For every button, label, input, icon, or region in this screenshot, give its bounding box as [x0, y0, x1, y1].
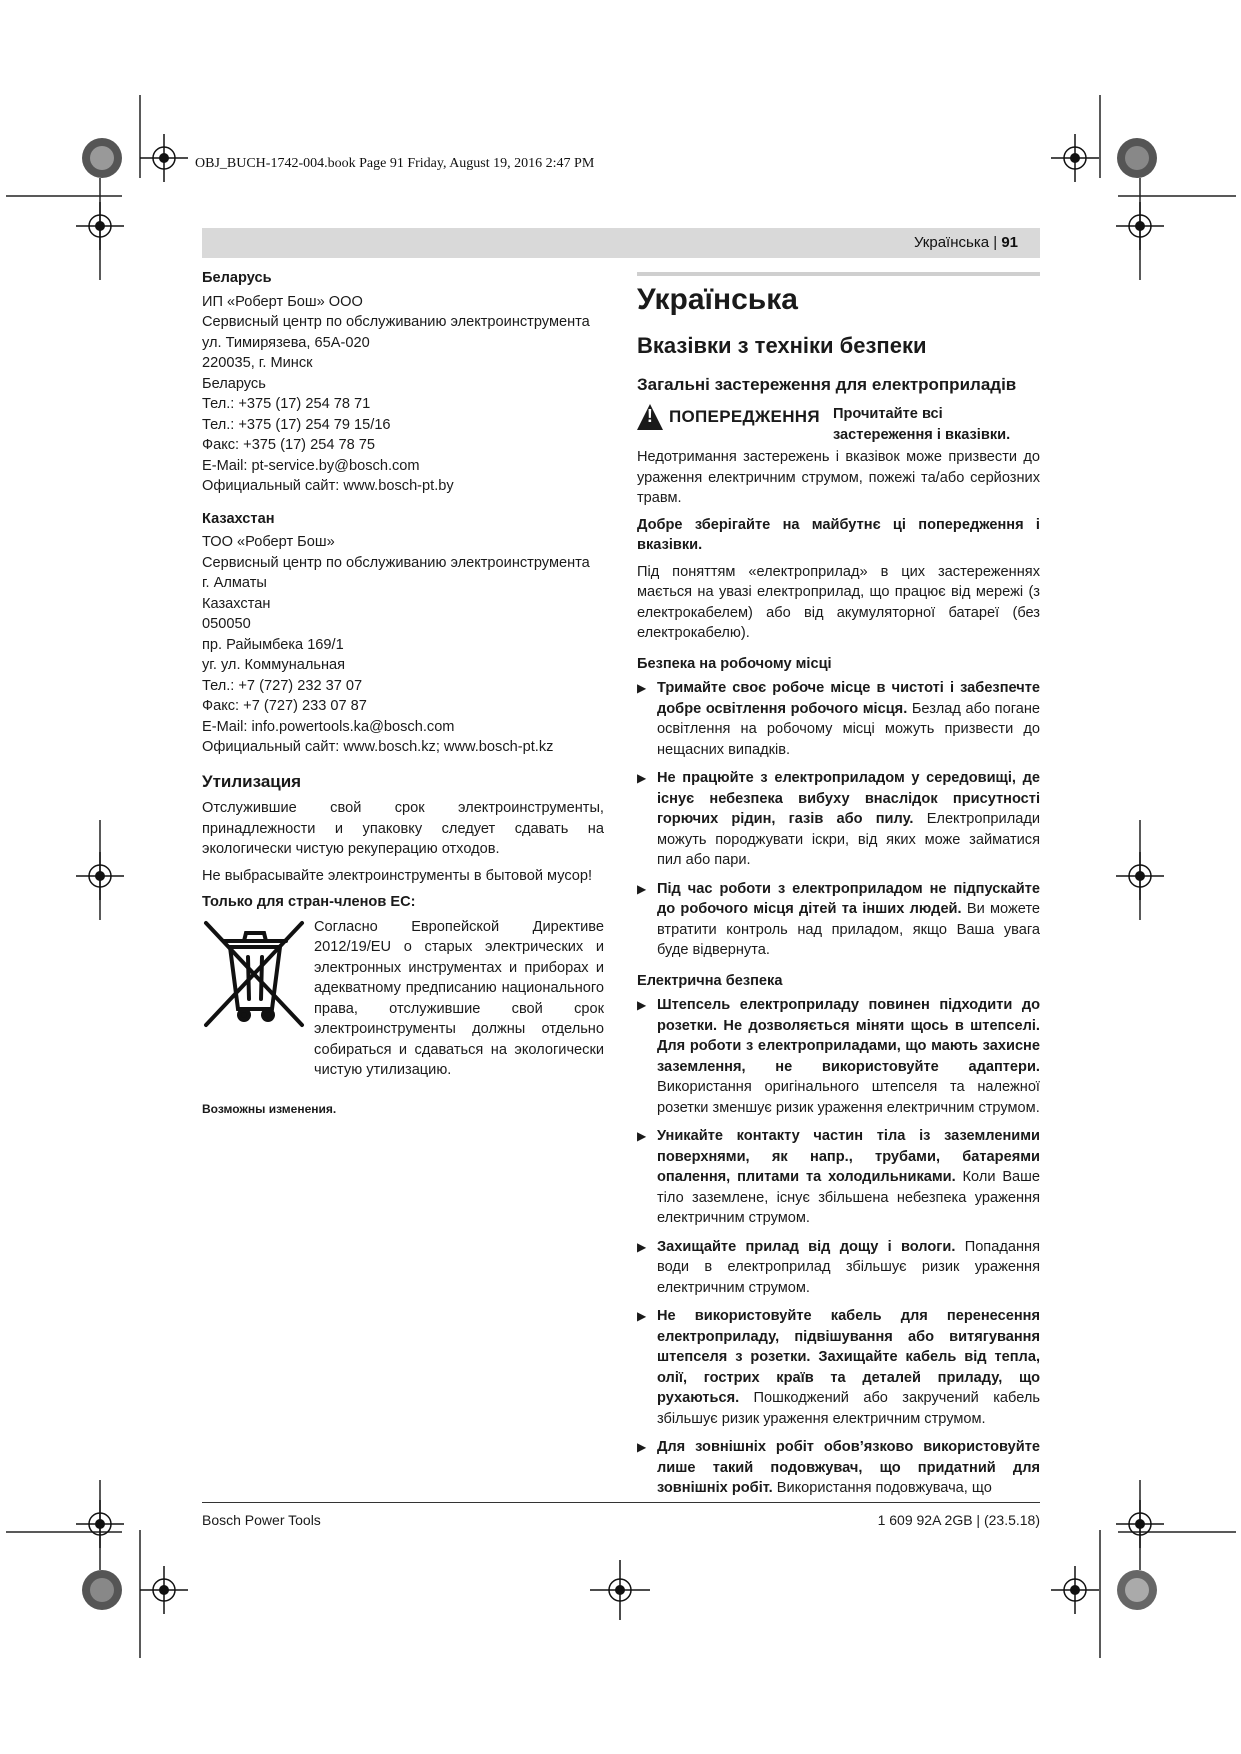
- belarus-line: Тел.: +375 (17) 254 78 71: [202, 396, 371, 412]
- right-column: [637, 270, 1040, 1507]
- bullet-arrow-icon: ▶: [637, 998, 647, 1012]
- item-text: Попадання води в електроприлад збільшує ризик ураження електричним струмом.: [657, 1238, 1040, 1296]
- bullet-arrow-icon: ▶: [637, 1239, 647, 1254]
- item-bold: Для зовнішніх робіт обов’язково використовуйте лише такий подовжувач, що придатний для зовнішніх робіт.: [657, 1439, 1040, 1496]
- kazakhstan-line: г. Алматы: [202, 575, 267, 591]
- item-text: Коли Ваше тіло заземлене, існує збільшена небезпека ураження електричним струмом.: [657, 1169, 1041, 1226]
- belarus-email: E-Mail: pt-service.by@bosch.com: [202, 457, 420, 474]
- bullet-arrow-icon: ▶: [637, 1129, 647, 1143]
- bullet-arrow-icon: ▶: [637, 681, 647, 695]
- warning-badge: [637, 404, 823, 430]
- keep-instructions: Добре зберігайте на майбутнє ці попередження і вказівки.: [637, 516, 1040, 553]
- belarus-address: [202, 292, 604, 497]
- list-item: [637, 879, 1040, 961]
- disposal-heading: Утилизация: [202, 771, 302, 791]
- subsection-heading: Загальні застереження для електроприладів: [637, 375, 1017, 394]
- warning-triangle-icon: [637, 404, 663, 430]
- list-item: [637, 1237, 1040, 1299]
- kazakhstan-line: 050050: [202, 616, 251, 632]
- bullet-arrow-icon: ▶: [637, 881, 647, 896]
- item-bold: Захищайте прилад від дощу і вологи.: [657, 1238, 956, 1255]
- list-item: [637, 1306, 1040, 1429]
- bullet-arrow-icon: ▶: [637, 1309, 647, 1323]
- item-bold: Штепсель електроприладу повинен підходити до розетки. Не дозволяється міняти щось в штепселі. Для роботи з електроприладами, що мають захисне заземлення, не використовуйте адаптери.: [657, 997, 1040, 1075]
- item-bold: Тримайте своє робоче місце в чистоті і забезпечте добре освітлення робочого місця.: [657, 680, 1040, 717]
- belarus-line: Тел.: +375 (17) 254 79 15/16: [202, 416, 391, 433]
- header-text: [914, 234, 1018, 251]
- list-item: [637, 1437, 1040, 1499]
- item-text: Електроприлади можуть породжувати іскри, від яких може займатися пил або пари.: [657, 811, 1040, 868]
- list-item: [637, 1126, 1040, 1229]
- belarus-line: ул. Тимирязева, 65А-020: [202, 334, 370, 351]
- disposal-warning: Не выбрасывайте электроинструменты в бытовой мусор!: [202, 867, 593, 884]
- footer-rule: [202, 1502, 1040, 1503]
- eu-directive-text: Согласно Европейской Директиве 2012/19/EU о старых электрических и электронных инструментах и приборах и адекватному предписанию национального права, отслужившие свой срок электроинструменты должны отдельно собираться и сдаваться на экологически чистую утилизацию.: [314, 918, 604, 1078]
- kazakhstan-line: Сервисный центр по обслуживанию электроинструмента: [202, 554, 590, 571]
- item-text: Використання подовжувача, що: [772, 1480, 992, 1496]
- kazakhstan-website: Официальный сайт: www.bosch.kz; www.bosch-pt.kz: [202, 739, 554, 755]
- item-text: Використання оригінального штепселя та належної розетки зменшує ризик ураження електричним струмом.: [657, 1079, 1040, 1116]
- item-text: Ви можете втратити контроль над приладом, якщо Ваша увага буде відвернута.: [657, 901, 1040, 958]
- page-number: 91: [1001, 234, 1018, 251]
- header-separator: |: [993, 234, 998, 251]
- warning-label: ПОПЕРЕДЖЕННЯ: [669, 406, 820, 426]
- disposal-paragraph: Отслужившие свой срок электроинструменты, принадлежности и упаковку следует сдавать на экологически чистую рекуперацию отходов.: [202, 800, 604, 857]
- electrical-heading: Електрична безпека: [637, 972, 783, 989]
- kazakhstan-line: Факс: +7 (727) 233 07 87: [202, 698, 367, 714]
- item-text: Пошкоджений або закручений кабель збільшує ризик ураження електричним струмом.: [657, 1390, 1040, 1427]
- title-rule: [637, 272, 1040, 276]
- kazakhstan-line: Казахстан: [202, 595, 271, 612]
- kazakhstan-line: уг. ул. Коммунальная: [202, 657, 346, 673]
- belarus-line: ИП «Роберт Бош» ООО: [202, 293, 363, 310]
- changes-note: Возможны изменения.: [202, 1101, 337, 1116]
- workplace-heading: Безпека на робочому місці: [637, 655, 832, 672]
- kazakhstan-heading: Казахстан: [202, 510, 275, 527]
- section-heading: Вказівки з техніки безпеки: [637, 333, 927, 358]
- kazakhstan-email: E-Mail: info.powertools.ka@bosch.com: [202, 718, 455, 735]
- warning-bold: Прочитайте всі застереження і вказівки.: [833, 406, 1011, 443]
- belarus-line: Факс: +375 (17) 254 78 75: [202, 437, 376, 453]
- item-bold: Уникайте контакту частин тіла із заземленими поверхнями, як напр., трубами, батареями опалення, плитами та холодильниками.: [657, 1128, 1040, 1185]
- list-item: [637, 995, 1040, 1118]
- page-title: Українська: [637, 283, 798, 316]
- header-language: Українська: [913, 234, 990, 251]
- kazakhstan-line: пр. Райымбека 169/1: [202, 636, 344, 653]
- belarus-heading: Беларусь: [202, 270, 272, 286]
- eu-block: [202, 917, 604, 1087]
- footer-doc-number: 1 609 92A 2GB | (23.5.18): [877, 1512, 1040, 1528]
- kazakhstan-line: ТОО «Роберт Бош»: [202, 534, 335, 550]
- crossed-bin-icon: [202, 917, 306, 1029]
- bullet-arrow-icon: ▶: [637, 1440, 647, 1454]
- print-slug: OBJ_BUCH-1742-004.book Page 91 Friday, August 19, 2016 2:47 PM: [195, 156, 595, 171]
- kazakhstan-line: Тел.: +7 (727) 232 37 07: [202, 677, 363, 694]
- warning-block: [637, 404, 1040, 445]
- running-header: [202, 228, 1040, 258]
- belarus-line: Беларусь: [202, 375, 266, 392]
- belarus-website: Официальный сайт: www.bosch-pt.by: [202, 478, 454, 494]
- footer-brand: Bosch Power Tools: [202, 1512, 321, 1528]
- definition-paragraph: Під поняттям «електроприлад» в цих застереженнях мається на увазі електроприлад, що працює від мережі (з електрокабелем) або від акумуляторної батареї (без електрокабелю).: [637, 563, 1040, 641]
- list-item: [637, 678, 1040, 760]
- item-bold: Не використовуйте кабель для перенесення електроприладу, підвішування або витягування штепселя з розетки. Захищайте кабель від тепла, олії, гострих країв та деталей приладу, що рухаються.: [657, 1308, 1040, 1406]
- left-column: [202, 268, 604, 1119]
- bullet-arrow-icon: ▶: [637, 771, 647, 785]
- warning-text: Недотримання застережень і вказівок може призвести до ураження електричним струмом, пожежі та/або серйозних травм.: [637, 449, 1040, 506]
- item-text: Безлад або погане освітлення на робочому місці можуть призвести до нещасних випадків.: [657, 700, 1040, 758]
- kazakhstan-address: [202, 532, 604, 758]
- item-bold: Під час роботи з електроприладом не підпускайте до робочого місця дітей та інших людей.: [657, 880, 1040, 917]
- belarus-line: Сервисный центр по обслуживанию электроинструмента: [202, 314, 590, 330]
- list-item: [637, 768, 1040, 871]
- eu-heading: Только для стран-членов ЕС:: [202, 894, 416, 910]
- belarus-line: 220035, г. Минск: [202, 355, 313, 371]
- item-bold: Не працюйте з електроприладом у середовищі, де існує небезпека вибуху внаслідок присутності горючих рідин, газів або пилу.: [657, 770, 1040, 827]
